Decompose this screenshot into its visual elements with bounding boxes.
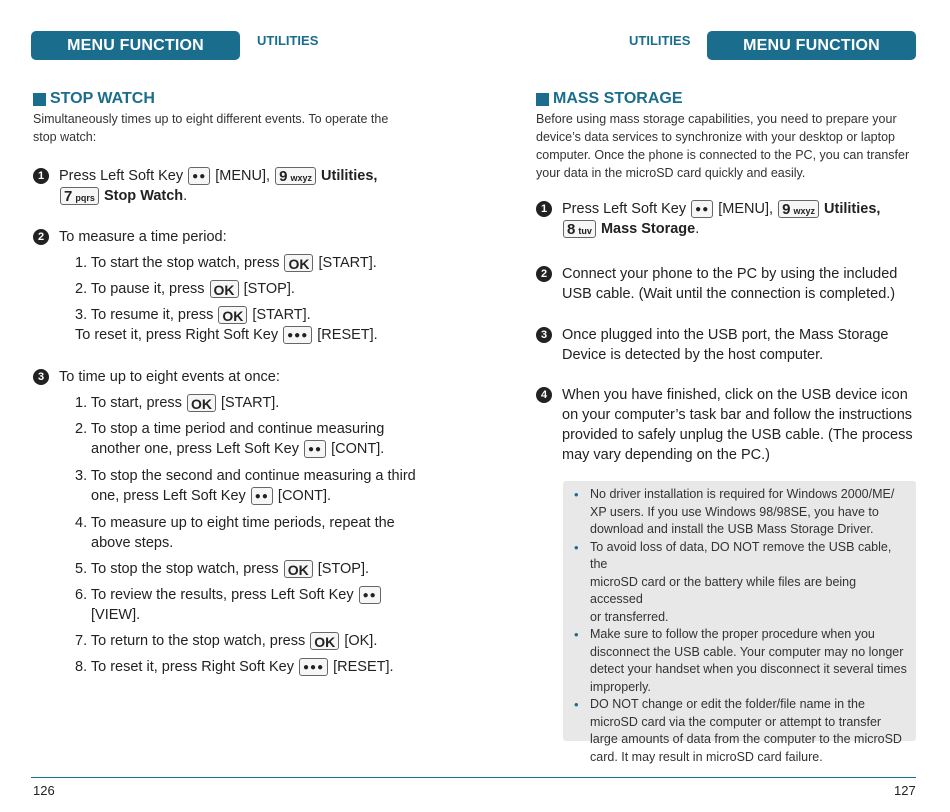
step-2 [540,264,942,304]
note-text: disconnect the USB cable. Your computer may no longer [590,644,904,659]
notes-box [563,481,916,764]
note-item [563,539,916,627]
step-text: To time up to eight events at once: [59,369,280,385]
step-4 [540,385,942,465]
note-text: large amounts of data from the computer to the microSD [590,732,902,746]
bullet-icon: • [574,697,579,712]
right-soft-key-icon: ●●● [299,658,328,676]
ok-key-icon: OK [284,254,313,272]
step-text: USB cable. (Wait until the connection is completed.) [562,286,896,302]
section-title-stop-watch [33,90,155,108]
step-text: Press Left Soft Key [562,201,687,217]
step-number: 2 [33,229,49,245]
substep-text: 3. To stop the second and continue measuring a third [75,468,416,484]
step-text: Once plugged into the USB port, the Mass Storage [562,327,889,343]
step-text: To measure a time period: [59,229,227,245]
intro-paragraph [33,110,433,146]
footer-rule [31,777,916,778]
step-text: . [695,221,700,237]
intro-paragraph [536,110,936,182]
key-9-icon [778,200,819,218]
substep-text: [RESET]. [317,327,378,343]
step-text: Device is detected by the host computer. [562,347,824,363]
substep-text: 1. To start, press [75,395,182,411]
left-soft-key-icon: ●● [188,167,210,185]
left-soft-key-icon: ●● [691,200,713,218]
note-item [563,696,916,766]
right-soft-key-icon: ●●● [283,326,312,344]
key-digit: 9 [782,201,791,219]
substep [75,253,377,273]
substep-text: 1. To start the stop watch, press [75,255,280,271]
substep [75,631,377,651]
substep-text: [CONT]. [277,488,332,504]
step-number: 3 [33,369,49,385]
step-text: When you have finished, click on the USB device icon [562,387,908,403]
step-2 [37,227,459,247]
substep-text: 7. To return to the stop watch, press [75,633,306,649]
step-number: 1 [536,201,552,217]
substep-text: [STOP]. [317,561,370,577]
substep [75,279,295,299]
step-text: . [183,188,188,204]
substep-text: [START]. [252,307,311,323]
square-bullet-icon [33,93,46,106]
page-number: 127 [894,783,916,798]
step-text: provided to safely unplug the USB cable. (The process [562,427,913,443]
substep-text: [START]. [220,395,280,411]
note-text: card. It may result in microSD card failure. [590,749,823,764]
bullet-icon: • [574,539,579,555]
substep [75,419,384,459]
substep-text: To reset it, press Right Soft Key [75,327,279,343]
ok-key-icon: OK [284,560,313,578]
note-text: download and install the USB Mass Storage Driver. [590,522,874,536]
bullet-icon: • [574,627,579,642]
intro-line: computer. Once the phone is connected to the PC, you can transfer [536,148,910,162]
step-text: Connect your phone to the PC by using the included [562,266,898,282]
note-text: microSD card via the computer or attempt to transfer [590,714,882,729]
key-digit: 9 [279,168,288,186]
left-soft-key-icon: ●● [359,586,381,604]
step-1 [540,199,942,239]
utilities-label: UTILITIES [629,33,691,48]
menu-function-banner: MENU FUNCTION [707,31,916,60]
page-number: 126 [33,783,55,798]
substep-text: 5. To stop the stop watch, press [75,561,279,577]
key-letters: wxyz [290,173,313,184]
menu-function-banner: MENU FUNCTION [31,31,240,60]
substep [75,393,279,413]
intro-line: your data in the microSD card quickly and easily. [536,166,806,180]
section-title-mass-storage [536,90,683,108]
key-letters: wxyz [793,206,816,217]
substep [75,466,416,506]
step-1 [37,166,459,206]
note-text: improperly. [590,679,651,694]
substep-text: 4. To measure up to eight time periods, repeat the [75,515,395,531]
ok-key-icon: OK [187,394,216,412]
substep [75,657,394,677]
note-text: microSD card or the battery while files are being accessed [590,574,857,606]
substep-text: one, press Left Soft Key [91,488,246,504]
ok-key-icon: OK [218,306,247,324]
step-number: 1 [33,168,49,184]
key-letters: tuv [578,226,592,237]
substep [75,513,395,553]
bullet-icon: • [574,487,579,502]
intro-line: Before using mass storage capabilities, you need to prepare your [536,112,897,126]
substep-text: [RESET]. [333,659,394,675]
key-digit: 7 [64,188,73,206]
step-number: 4 [536,387,552,403]
utilities-menu-label: Utilities, [824,201,881,217]
substep-text: 3. To resume it, press [75,307,214,323]
substep-text: above steps. [91,535,174,551]
substep-text: 8. To reset it, press Right Soft Key [75,659,294,675]
substep-text: another one, press Left Soft Key [91,441,299,457]
note-text: XP users. If you use Windows 98/98SE, you have to [590,504,879,519]
left-soft-key-icon: ●● [304,440,326,458]
ok-key-icon: OK [310,632,339,650]
substep [75,585,382,625]
note-text: No driver installation is required for Windows 2000/ME/ [590,487,895,501]
substep-text: [CONT]. [331,441,385,457]
step-3 [540,325,942,365]
note-text: Make sure to follow the proper procedure when you [590,627,875,641]
left-soft-key-icon: ●● [251,487,273,505]
step-number: 2 [536,266,552,282]
key-7-icon [60,187,99,205]
step-text: [MENU], [718,201,774,217]
section-title-text: STOP WATCH [50,90,155,107]
step-number: 3 [536,327,552,343]
step-text: Press Left Soft Key [59,168,184,184]
note-item [563,626,916,696]
substep-text: [OK]. [344,633,378,649]
note-text: or transferred. [590,609,669,624]
stop-watch-menu-label: Stop Watch [103,188,184,204]
key-9-icon [275,167,316,185]
note-text: DO NOT change or edit the folder/file name in the [590,697,865,711]
step-text: [MENU], [215,168,271,184]
intro-line: Simultaneously times up to eight different events. To operate the [33,112,389,126]
step-text: on your computer’s task bar and follow the instructions [562,407,913,423]
note-item [563,486,916,539]
key-8-icon [563,220,596,238]
substep-text: 2. To stop a time period and continue measuring [75,421,385,437]
substep-text: [START]. [318,255,377,271]
step-text: may vary depending on the PC.) [562,447,770,463]
substep-text: 2. To pause it, press [75,281,205,297]
utilities-label: UTILITIES [257,33,319,48]
step-3 [37,367,459,387]
key-digit: 8 [567,221,576,239]
intro-line: stop watch: [33,130,97,144]
substep [75,559,369,579]
substep-text: [STOP]. [243,281,295,297]
utilities-menu-label: Utilities, [321,168,378,184]
note-text: To avoid loss of data, DO NOT remove the USB cable, the [590,539,892,571]
section-title-text: MASS STORAGE [553,90,683,107]
substep-text: [VIEW]. [91,607,141,623]
substep-text: 6. To review the results, press Left Soft Key [75,587,354,603]
square-bullet-icon [536,93,549,106]
substep [75,305,378,345]
ok-key-icon: OK [210,280,239,298]
intro-line: device’s data services to synchronize with your desktop or laptop [536,130,895,144]
key-letters: pqrs [75,193,95,204]
mass-storage-menu-label: Mass Storage [600,221,696,237]
note-text: detect your handset when you disconnect it several times [590,662,907,676]
